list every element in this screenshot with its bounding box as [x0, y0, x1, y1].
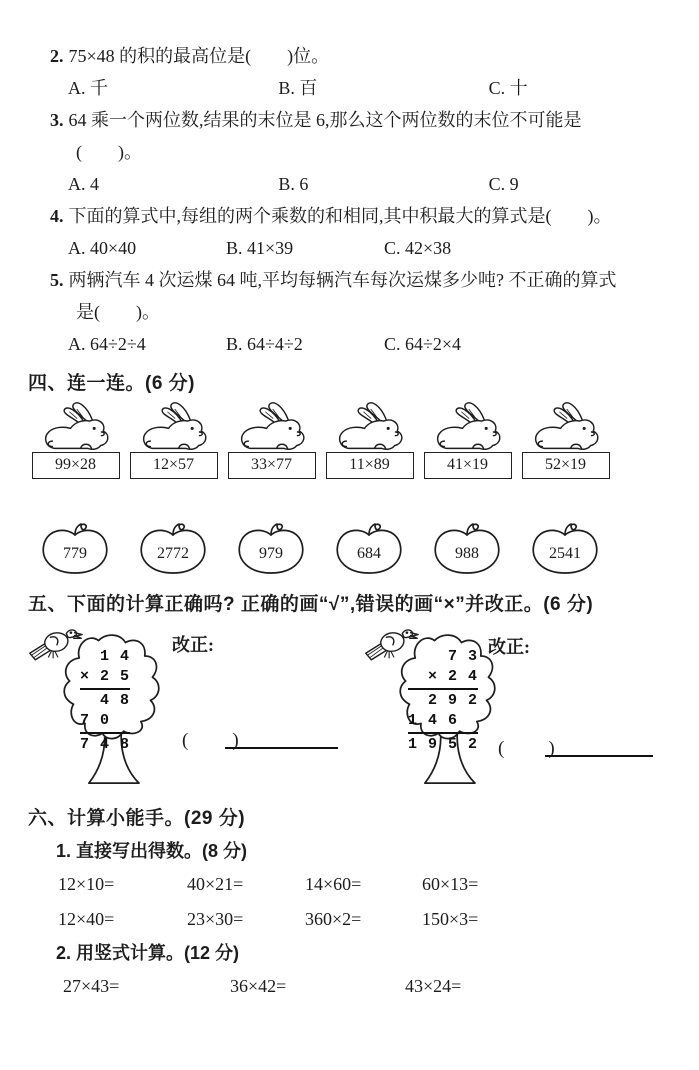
option-b: B. 6 — [278, 174, 309, 194]
option-b: B. 百 — [278, 78, 318, 98]
rabbit-icon — [134, 402, 214, 452]
apple-value: 988 — [455, 545, 479, 562]
calc-rule — [408, 732, 478, 734]
question-5-text-line2: 是( )。 — [76, 302, 160, 322]
expression-box: 52×19 — [522, 452, 610, 479]
expression-box: 99×28 — [32, 452, 120, 479]
apple-icon — [330, 523, 408, 575]
calc-row: × 2 4 — [408, 668, 479, 685]
question-3-number: 3. — [50, 110, 64, 130]
rabbit-card — [322, 402, 417, 479]
option-c: C. 64÷2×4 — [384, 334, 462, 354]
rabbit-icon — [232, 402, 312, 452]
rabbit-icon — [428, 402, 508, 452]
apple-icon — [428, 523, 506, 575]
answer-line — [225, 747, 338, 749]
calc-row: 7 3 — [408, 648, 479, 665]
apple-icon — [232, 523, 310, 575]
vertical-calc-row — [0, 969, 699, 1003]
vertical-calc-item: 27×43= — [63, 976, 120, 996]
question-4-number: 4. — [50, 206, 64, 226]
calc-row: × 2 5 — [80, 668, 131, 685]
expression-box: 33×77 — [228, 452, 316, 479]
quick-calc-item: 12×40= — [58, 909, 115, 929]
quick-calc-item: 40×21= — [187, 874, 244, 894]
quick-calc-row-2 — [0, 902, 699, 937]
answer-line — [545, 755, 653, 757]
apple-value: 684 — [357, 545, 381, 562]
option-b: B. 41×39 — [226, 238, 294, 258]
correction-label: 改正: — [172, 635, 214, 655]
bird-icon — [26, 621, 84, 663]
question-2-number: 2. — [50, 46, 64, 66]
rabbit-card — [518, 402, 613, 479]
calc-row: 1 4 6 — [408, 712, 459, 729]
quick-calc-item: 12×10= — [58, 874, 115, 894]
option-c: C. 42×38 — [384, 238, 452, 258]
vertical-calculation — [80, 647, 130, 755]
calc-sub1-title: 1. 直接写出得数。(8 分) — [56, 841, 248, 861]
calc-row: 4 8 — [80, 692, 131, 709]
question-2-text: 75×48 的积的最高位是( )位。 — [68, 46, 330, 66]
apple-icon — [134, 523, 212, 575]
question-2 — [0, 40, 699, 72]
rabbit-card — [28, 402, 123, 479]
calc-section-title: 六、计算小能手。(29 分) — [28, 808, 246, 829]
question-5-number: 5. — [50, 270, 64, 290]
quick-calc-item: 23×30= — [187, 909, 244, 929]
question-3 — [0, 104, 699, 136]
correction-label: 改正: — [488, 637, 530, 657]
option-b: B. 64÷4÷2 — [226, 334, 303, 354]
rabbit-card — [224, 402, 319, 479]
calc-row: 1 4 — [80, 648, 131, 665]
expression-box: 41×19 — [424, 452, 512, 479]
judge-blank: ( ) — [498, 738, 557, 759]
check-problems-area — [0, 621, 699, 803]
apple-icon — [36, 523, 114, 575]
option-c: C. 十 — [488, 78, 528, 98]
matching-section-title: 四、连一连。(6 分) — [28, 373, 196, 394]
question-3-text-line2: ( )。 — [76, 142, 142, 162]
check-section-title: 五、下面的计算正确吗? 正确的画“√”,错误的画“×”并改正。(6 分) — [28, 594, 594, 615]
vertical-calc-item: 36×42= — [230, 976, 287, 996]
expression-box: 11×89 — [326, 452, 414, 479]
question-3-text: 64 乘一个两位数,结果的末位是 6,那么这个两位数的末位不可能是 — [68, 110, 582, 130]
calc-row: 7 4 8 — [80, 736, 131, 753]
rabbit-icon — [36, 402, 116, 452]
vertical-calc-item: 43×24= — [405, 976, 462, 996]
option-a: A. 千 — [68, 78, 108, 98]
rabbit-icon — [330, 402, 410, 452]
calc-rule — [408, 688, 478, 690]
vertical-calculation — [408, 647, 478, 755]
rabbit-card — [126, 402, 221, 479]
expression-box: 12×57 — [130, 452, 218, 479]
question-2-options — [0, 72, 699, 104]
rabbit-icon — [526, 402, 606, 452]
calc-row: 7 0 — [80, 712, 111, 729]
question-4-text: 下面的算式中,每组的两个乘数的和相同,其中积最大的算式是( )。 — [68, 206, 612, 226]
apple-value: 779 — [63, 545, 87, 562]
question-3-options — [0, 168, 699, 200]
quick-calc-row-1 — [0, 867, 699, 902]
quick-calc-item: 14×60= — [305, 874, 362, 894]
rabbit-card — [420, 402, 515, 479]
option-a: A. 40×40 — [68, 238, 137, 258]
calc-rule — [80, 688, 130, 690]
option-a: A. 64÷2÷4 — [68, 334, 146, 354]
question-4-options — [0, 232, 699, 264]
judge-blank: ( ) — [182, 730, 241, 751]
question-4 — [0, 200, 699, 232]
option-c: C. 9 — [488, 174, 519, 194]
calc-rule — [80, 732, 130, 734]
question-5 — [0, 264, 699, 296]
calc-row: 1 9 5 2 — [408, 736, 479, 753]
question-5-text: 两辆汽车 4 次运煤 64 吨,平均每辆汽车每次运煤多少吨? 不正确的算式 — [68, 270, 617, 290]
apple-value: 979 — [259, 545, 283, 562]
apple-icon — [526, 523, 604, 575]
quick-calc-item: 150×3= — [422, 909, 479, 929]
quick-calc-item: 360×2= — [305, 909, 362, 929]
apple-value: 2541 — [549, 545, 581, 562]
apple-value: 2772 — [157, 545, 189, 562]
calc-row: 2 9 2 — [408, 692, 479, 709]
quick-calc-item: 60×13= — [422, 874, 479, 894]
matching-rabbits-row — [0, 402, 699, 479]
matching-apples-row — [0, 523, 699, 575]
question-5-options — [0, 328, 699, 360]
calc-sub2-title: 2. 用竖式计算。(12 分) — [56, 943, 240, 963]
option-a: A. 4 — [68, 174, 99, 194]
